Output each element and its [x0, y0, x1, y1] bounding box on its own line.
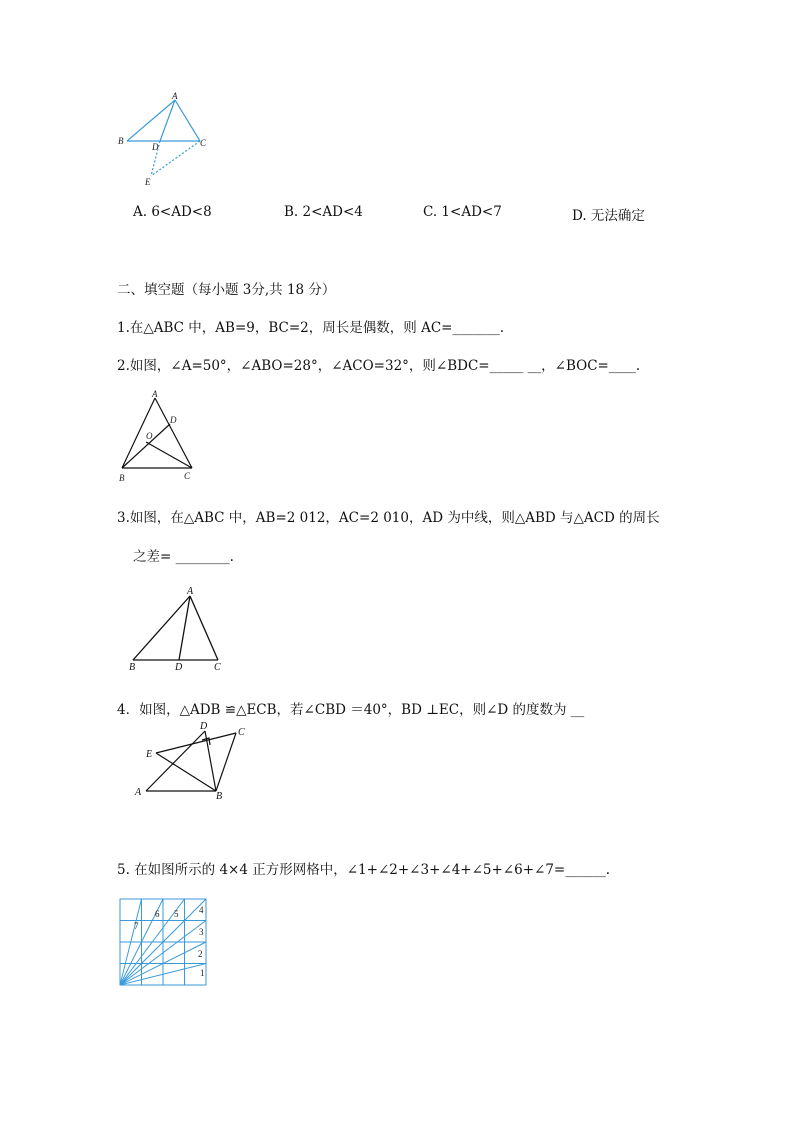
fig3-label-a: A — [187, 586, 194, 597]
angle-label-6: 6 — [155, 909, 160, 919]
option-c: C. 1<AD<7 — [423, 204, 502, 220]
fig2-label-d: D — [170, 415, 177, 425]
figure-triangle-ade — [110, 90, 220, 190]
fig4-label-b: B — [216, 791, 223, 802]
fig2-label-a: A — [152, 389, 158, 399]
figure-q3 — [122, 583, 232, 673]
question-2: 2.如图，∠A=50°，∠ABO=28°，∠ACO=32°，则∠BDC=_____ __，∠BOC=____. — [117, 358, 641, 374]
option-a: A. 6<AD<8 — [133, 204, 212, 220]
angle-label-2: 2 — [198, 949, 203, 959]
label-e: E — [145, 177, 151, 187]
label-a: A — [172, 91, 178, 101]
angle-label-7: 7 — [134, 921, 139, 931]
angle-label-1: 1 — [200, 968, 205, 978]
question-3-line-2: 之差= ________. — [133, 549, 234, 565]
fig3-label-d: D — [175, 662, 183, 673]
fig2-label-b: B — [119, 473, 125, 483]
fig2-label-c: C — [184, 471, 191, 481]
section-title: 二、填空题（每小题 3分,共 18 分） — [117, 282, 336, 298]
question-5: 5. 在如图所示的 4×4 正方形网格中，∠1+∠2+∠3+∠4+∠5+∠6+∠7=______. — [117, 862, 611, 878]
label-c: C — [200, 138, 207, 148]
fig4-label-a: A — [135, 787, 142, 798]
fig2-label-o: O — [146, 431, 153, 441]
figure-q4 — [128, 715, 258, 803]
question-1: 1.在△ABC 中，AB=9，BC=2，周长是偶数，则 AC=_______. — [117, 320, 504, 336]
question-4: 4．如图，△ADB ≌△ECB，若∠CBD ＝40°，BD ⊥EC，则∠D 的度数为 __ — [117, 702, 585, 718]
angle-label-4: 4 — [199, 905, 204, 915]
fig4-label-e: E — [146, 749, 153, 760]
figure-q5-grid — [116, 895, 211, 990]
angle-label-5: 5 — [174, 909, 179, 919]
figure-q2 — [112, 388, 202, 486]
option-d: D. 无法确定 — [572, 208, 645, 224]
angle-label-3: 3 — [199, 927, 204, 937]
fig4-label-c: C — [238, 727, 245, 738]
label-d: D — [152, 142, 159, 152]
question-3-line-1: 3.如图，在△ABC 中，AB=2 012，AC=2 010，AD 为中线，则△ABD 与△ACD 的周长 — [117, 510, 660, 526]
fig3-label-c: C — [214, 662, 221, 673]
label-b: B — [118, 136, 124, 146]
fig4-label-d: D — [200, 721, 208, 732]
fig3-label-b: B — [129, 662, 136, 673]
option-b: B. 2<AD<4 — [284, 204, 363, 220]
